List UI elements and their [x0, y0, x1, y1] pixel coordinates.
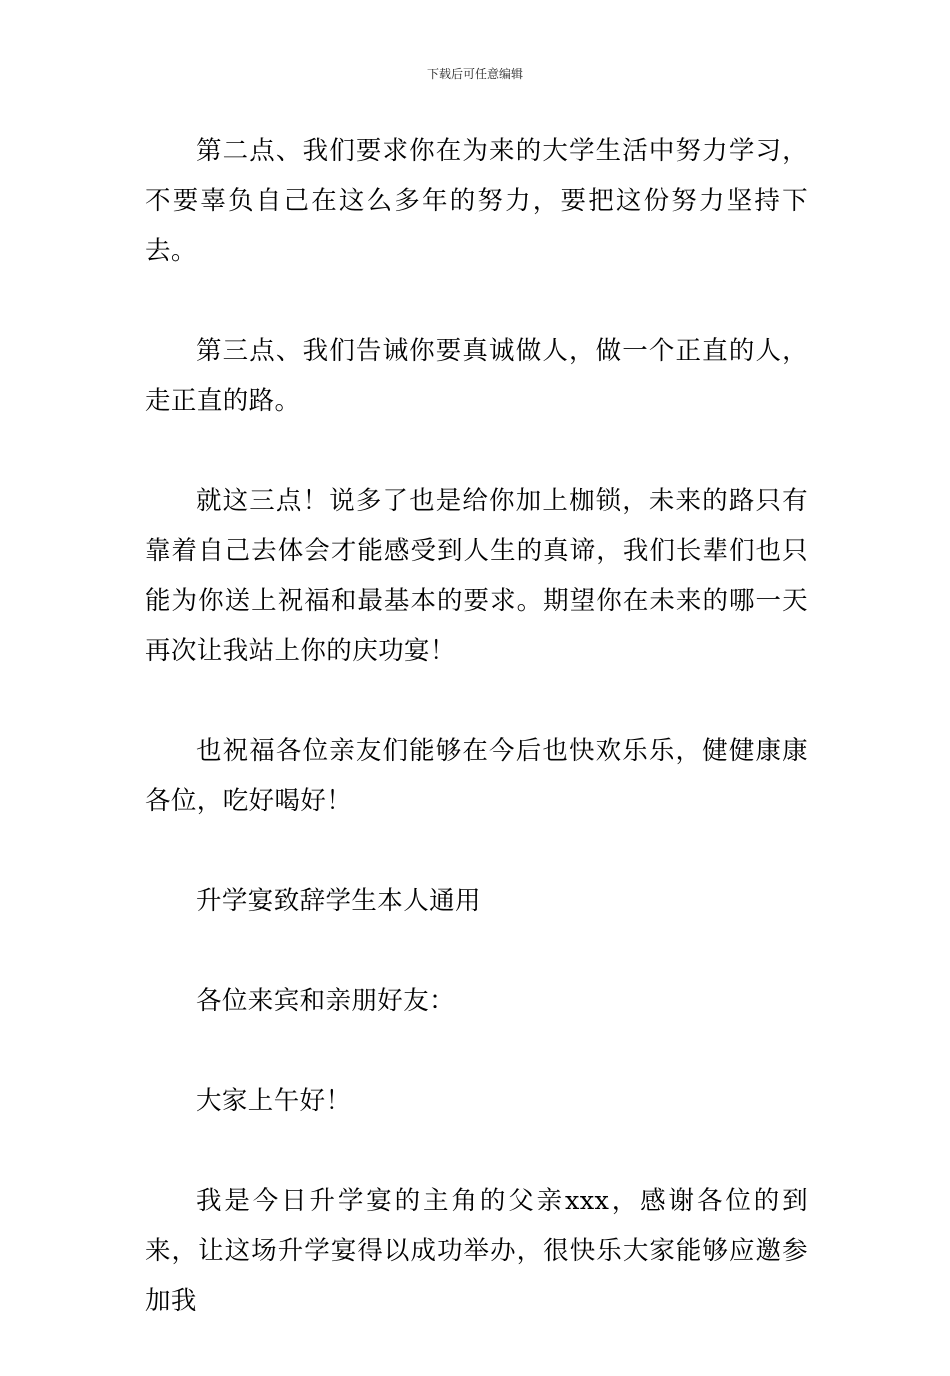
paragraph-intro: 我是今日升学宴的主角的父亲xxx，感谢各位的到来，让这场升学宴得以成功举办，很快乐大家能够应邀参加我: [145, 1186, 808, 1316]
salutation: 各位来宾和亲朋好友：: [196, 986, 456, 1016]
section-heading: 升学宴致辞学生本人通用: [196, 886, 481, 916]
greeting: 大家上午好！: [196, 1086, 352, 1116]
paragraph-blessing: 也祝福各位亲友们能够在今后也快欢乐乐，健健康康各位，吃好喝好！: [145, 736, 808, 816]
page-header-note: 下载后可任意编辑: [426, 67, 523, 81]
document-body: [145, 126, 808, 1376]
paragraph-point-three: 第三点、我们告诫你要真诚做人，做一个正直的人，走正直的路。: [145, 336, 808, 416]
paragraph-three-points: 就这三点！说多了也是给你加上枷锁，未来的路只有靠着自己去体会才能感受到人生的真谛，我们长辈们也只能为你送上祝福和最基本的要求。期望你在未来的哪一天再次让我站上你的庆功宴！: [145, 486, 808, 666]
paragraph-point-two: 第二点、我们要求你在为来的大学生活中努力学习，不要辜负自己在这么多年的努力，要把这份努力坚持下去。: [145, 136, 808, 266]
